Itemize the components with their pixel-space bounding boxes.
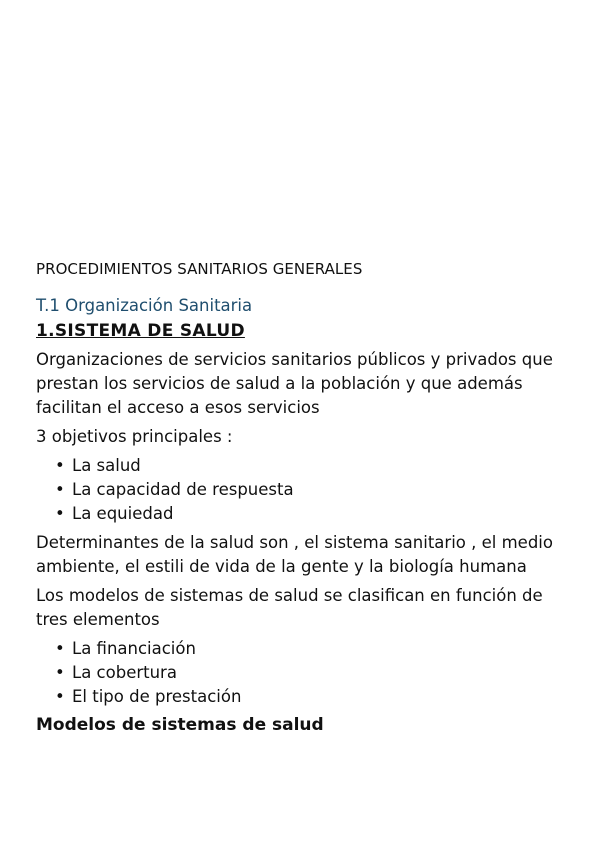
section-heading: 1.SISTEMA DE SALUD <box>36 321 245 341</box>
list-item <box>36 454 576 478</box>
list-item-text: La capacidad de respuesta <box>72 480 294 499</box>
paragraph-determinants: Determinantes de la salud son , el sistema sanitario , el medio ambiente, el estili de vida de la gente y la biología humana <box>36 533 553 576</box>
topic-subtitle: T.1 Organización Sanitaria <box>36 296 253 315</box>
list-item <box>36 502 576 526</box>
bullet-icon: • <box>55 687 65 706</box>
bullet-icon: • <box>55 504 65 523</box>
objectives-list <box>36 454 576 526</box>
list-item <box>36 685 576 709</box>
bullet-icon: • <box>55 480 65 499</box>
paragraph-models-intro: Los modelos de sistemas de salud se clasifican en función de tres elementos <box>36 586 543 629</box>
list-item-text: La equiedad <box>72 504 174 523</box>
bullet-icon: • <box>55 663 65 682</box>
list-item-text: El tipo de prestación <box>72 687 242 706</box>
document-title: PROCEDIMIENTOS SANITARIOS GENERALES <box>36 260 363 278</box>
list-item <box>36 478 576 502</box>
list-item <box>36 637 576 661</box>
paragraph-objectives-intro: 3 objetivos principales : <box>36 427 233 446</box>
subsection-heading: Modelos de sistemas de salud <box>36 715 324 735</box>
list-item-text: La financiación <box>72 639 196 658</box>
paragraph-definition: Organizaciones de servicios sanitarios públicos y privados que prestan los servicios de salud a la población y que además facilitan el acceso a esos servicios <box>36 350 553 417</box>
list-item <box>36 661 576 685</box>
list-item-text: La cobertura <box>72 663 177 682</box>
bullet-icon: • <box>55 456 65 475</box>
document-page <box>36 259 576 736</box>
elements-list <box>36 637 576 709</box>
bullet-icon: • <box>55 639 65 658</box>
list-item-text: La salud <box>72 456 141 475</box>
